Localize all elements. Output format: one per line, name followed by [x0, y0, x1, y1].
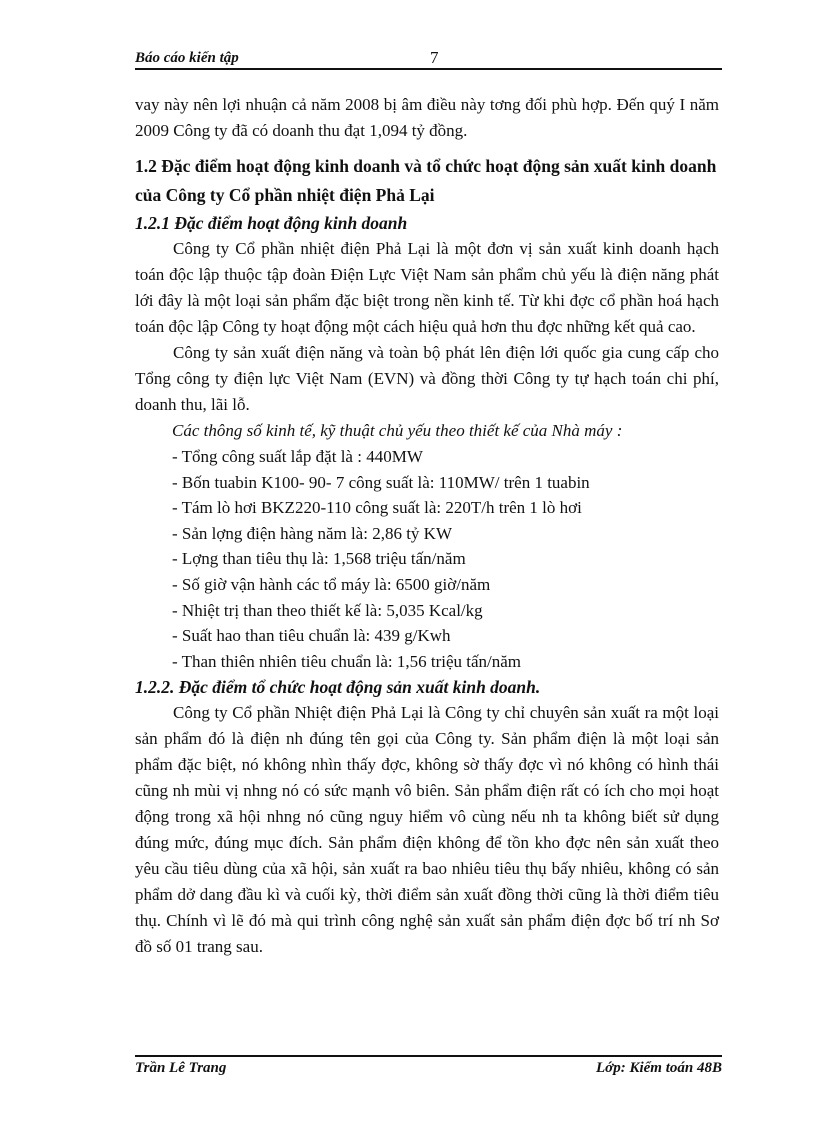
paragraph-business-overview: Công ty Cổ phần nhiệt điện Phả Lại là một đơn vị sản xuất kinh doanh hạch toán độc lập thuộc tập đoàn Điện Lực Việt Nam sản phẩm chủ yếu là điện năng phát lới đây là một loại sản phẩm đặc biệt trong nền kinh tế. Từ khi đợc cổ phần hoá hạch toán độc lập Công ty hoạt động một cách hiệu quả hơn thu đợc những kết quả cao.: [135, 239, 719, 336]
list-item: - Tổng công suất lắp đặt là : 440MW: [172, 447, 423, 466]
page-footer: [135, 1060, 722, 1080]
paragraph-power-supply: Công ty sản xuất điện năng và toàn bộ phát lên điện lới quốc gia cung cấp cho Tổng công ty điện lực Việt Nam (EVN) và đồng thời Công ty tự hạch toán chi phí, doanh thu, lãi lỗ.: [135, 343, 719, 414]
footer-rule: [135, 1055, 722, 1057]
list-item: - Tám lò hơi BKZ220-110 công suất là: 220T/h trên 1 lò hơi: [172, 498, 582, 518]
list-item: - Suất hao than tiêu chuẩn là: 439 g/Kwh: [172, 626, 451, 646]
list-item: - Nhiệt trị than theo thiết kế là: 5,035 Kcal/kg: [172, 600, 483, 620]
paragraph-production-organization: Công ty Cổ phần Nhiệt điện Phả Lại là Công ty chỉ chuyên sản xuất ra một loại sản phẩm đó là điện nh đúng tên gọi của Công ty. Sản phẩm điện là một loại sản phẩm đặc biệt, nó không nhìn thấy đợc, không sờ thấy đợc vì nó không có hình thái cũng nh mùi vị nhng nó có sức mạnh vô biên. Sản phẩm điện rất có ích cho mọi hoạt động trong xã hội nhng nó cũng nguy hiểm vô cùng nếu nh ta không biết sử dụng đúng mức, đúng mục đích. Sản phẩm điện không để tồn kho đợc nên sản xuất theo yêu cầu tiêu dùng của xã hội, sản xuất ra bao nhiêu tiêu thụ bấy nhiêu, không có sản phẩm dở dang đầu kì và cuối kỳ, thời điểm sản xuất đồng thời cũng là thời điểm tiêu thụ. Chính vì lẽ đó mà qui trình công nghệ sản xuất sản phẩm điện đợc bố trí nh Sơ đồ số 01 trang sau.: [135, 703, 719, 957]
list-item: - Lợng than tiêu thụ là: 1,568 triệu tấn/năm: [172, 549, 466, 569]
page-number: 7: [430, 48, 439, 67]
specs-intro: Các thông số kinh tế, kỹ thuật chủ yếu theo thiết kế của Nhà máy :: [172, 421, 623, 440]
header-rule: [135, 68, 722, 70]
subsection-heading-1-2-1: 1.2.1 Đặc điểm hoạt động kinh doanh: [135, 213, 408, 233]
list-item: - Số giờ vận hành các tổ máy là: 6500 giờ/năm: [172, 574, 491, 594]
page-header: [135, 48, 722, 68]
footer-class: Lớp: Kiểm toán 48B: [596, 1060, 722, 1076]
header-title: Báo cáo kiến tập: [135, 50, 239, 66]
list-item: - Bốn tuabin K100- 90- 7 công suất là: 110MW/ trên 1 tuabin: [172, 472, 590, 492]
subsection-heading-1-2-2: 1.2.2. Đặc điểm tổ chức hoạt động sản xuất kinh doanh.: [135, 677, 541, 698]
section-heading-1-2: 1.2 Đặc điểm hoạt động kinh doanh và tổ chức hoạt động sản xuất kinh doanh của Công ty Cổ phần nhiệt điện Phả Lại: [135, 156, 717, 205]
footer-author: Trần Lê Trang: [135, 1060, 227, 1076]
list-item: - Sản lợng điện hàng năm là: 2,86 tỷ KW: [172, 523, 452, 543]
list-item: - Than thiên nhiên tiêu chuẩn là: 1,56 triệu tấn/năm: [172, 651, 522, 671]
intro-paragraph: vay này nên lợi nhuận cả năm 2008 bị âm điều này tơng đối phù hợp. Đến quý I năm 2009 Công ty đã có doanh thu đạt 1,094 tỷ đồng.: [135, 95, 719, 140]
specs-list: [135, 444, 719, 674]
document-body: [135, 92, 719, 960]
